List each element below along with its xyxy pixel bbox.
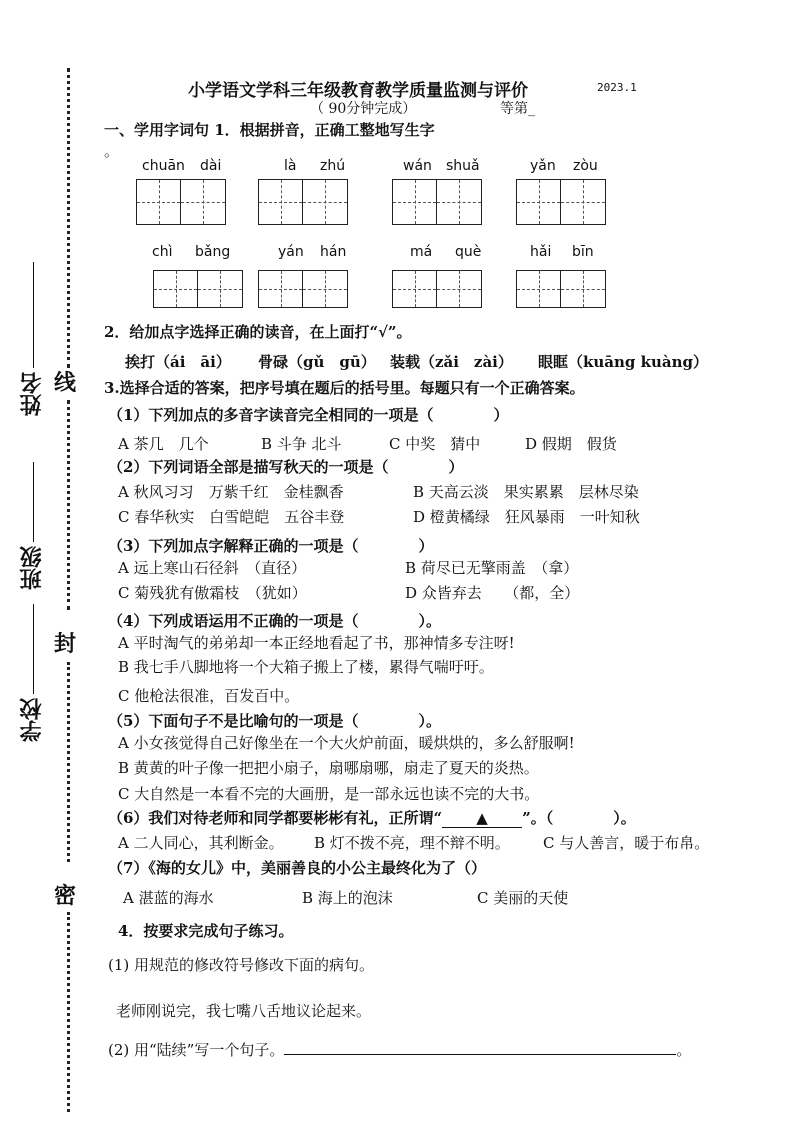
pinyin: què bbox=[455, 244, 482, 260]
q3-5-option: C 大自然是一本看不完的大画册，是一部永远也读不完的大书。 bbox=[118, 785, 540, 803]
pinyin: bǎng bbox=[195, 244, 231, 260]
q3-6-stem-pre: （6）我们对待老师和同学都要彬彬有礼，正所谓“ bbox=[108, 809, 443, 827]
blank-triangle-icon: ▲ bbox=[476, 809, 488, 827]
writing-grid[interactable] bbox=[516, 270, 606, 308]
writing-grid[interactable] bbox=[516, 179, 606, 225]
writing-grid[interactable] bbox=[258, 179, 348, 225]
writing-grid[interactable] bbox=[136, 179, 226, 225]
q3-7-option: C 美丽的天使 bbox=[477, 889, 569, 907]
binding-dotted-line bbox=[67, 662, 70, 862]
pinyin: zhú bbox=[320, 158, 346, 174]
q3-5-stem: （5）下面句子不是比喻句的一项是（ ）。 bbox=[108, 712, 441, 730]
q3-4-option: C 他枪法很准，百发百中。 bbox=[118, 687, 300, 705]
q3-6-option: A 二人同心，其利断金。 bbox=[118, 834, 284, 852]
binding-char-mi: 密 bbox=[54, 883, 77, 909]
writing-grid[interactable] bbox=[153, 270, 243, 308]
q3-1-stem: （1）下列加点的多音字读音完全相同的一项是（ ） bbox=[108, 406, 509, 424]
pinyin: hǎi bbox=[530, 244, 552, 260]
binding-dotted-line bbox=[67, 400, 70, 610]
q3-1-option: D 假期 假货 bbox=[525, 435, 617, 453]
binding-char-xian: 线 bbox=[54, 370, 77, 396]
q3-1-option: C 中奖 猜中 bbox=[389, 435, 481, 453]
q3-1-option: B 斗争 北斗 bbox=[261, 435, 342, 453]
q4-part2-end: 。 bbox=[676, 1041, 692, 1059]
q3-3-stem: （3）下列加点字解释正确的一项是（ ） bbox=[108, 537, 434, 555]
q3-3-option: A 远上寒山石径斜 （直径） bbox=[118, 559, 307, 577]
school-label: 学校 bbox=[19, 698, 45, 742]
name-field-line[interactable] bbox=[33, 262, 34, 368]
q4-part2-prompt: (2) 用“陆续”写一个句子。 bbox=[108, 1041, 285, 1059]
writing-grid[interactable] bbox=[392, 270, 482, 308]
q3-2-option: A 秋风习习 万紫千红 金桂飘香 bbox=[118, 483, 344, 501]
q3-2-option: D 橙黄橘绿 狂风暴雨 一叶知秋 bbox=[413, 508, 640, 526]
section1-trailing: 。 bbox=[104, 142, 120, 160]
pinyin: chuān bbox=[142, 158, 185, 174]
q3-6-stem-post: ”。（ ）。 bbox=[522, 809, 636, 827]
q3-7-option: A 湛蓝的海水 bbox=[123, 889, 214, 907]
q3-3-option: D 众皆弃去 （都，全） bbox=[405, 584, 580, 602]
binding-dotted-line bbox=[67, 68, 70, 368]
q3-5-option: B 黄黄的叶子像一把把小扇子，扇哪扇哪，扇走了夏天的炎热。 bbox=[118, 759, 539, 777]
pinyin: shuǎ bbox=[446, 158, 480, 174]
q3-3-option: B 荷尽已无擎雨盖 （拿） bbox=[405, 559, 579, 577]
q3-6-stem bbox=[108, 807, 636, 828]
q3-heading: 3.选择合适的答案，把序号填在题后的括号里。每题只有一个正确答案。 bbox=[104, 379, 585, 397]
q4-part2 bbox=[108, 1039, 691, 1060]
class-field-line[interactable] bbox=[33, 462, 34, 542]
pinyin: má bbox=[410, 244, 433, 260]
writing-grid[interactable] bbox=[258, 270, 348, 308]
pinyin: bīn bbox=[572, 244, 594, 260]
school-field-line[interactable] bbox=[33, 604, 34, 694]
pinyin: zòu bbox=[573, 158, 598, 174]
q2-option: 眼眶（kuāng kuàng） bbox=[538, 353, 709, 371]
page-title: 小学语文学科三年级教育教学质量监测与评价 bbox=[188, 81, 528, 101]
pinyin: là bbox=[284, 158, 297, 174]
q2-option: 挨打（ái āi） bbox=[125, 353, 231, 371]
q3-2-stem: （2）下列词语全部是描写秋天的一项是（ ） bbox=[108, 458, 464, 476]
q4-answer-line[interactable] bbox=[284, 1040, 676, 1055]
class-label: 班级 bbox=[19, 546, 45, 590]
q3-6-option: C 与人善言，暖于布帛。 bbox=[543, 834, 710, 852]
q3-2-option: C 春华秋实 白雪皑皑 五谷丰登 bbox=[118, 508, 345, 526]
binding-char-feng: 封 bbox=[54, 631, 77, 657]
q2-heading: 2．给加点字选择正确的读音，在上面打“√”。 bbox=[104, 323, 412, 341]
grade-label: 等第_ bbox=[500, 101, 535, 117]
q3-4-stem: （4）下列成语运用不正确的一项是（ ）。 bbox=[108, 612, 441, 630]
q3-7-option: B 海上的泡沫 bbox=[302, 889, 393, 907]
q3-5-option: A 小女孩觉得自己好像坐在一个大火炉前面，暖烘烘的，多么舒服啊! bbox=[118, 734, 575, 752]
q4-sentence: 老师刚说完，我七嘴八舌地议论起来。 bbox=[116, 1002, 372, 1020]
q2-option: 骨碌（gǔ gū） bbox=[258, 353, 376, 371]
pinyin: wán bbox=[403, 158, 432, 174]
name-label: 姓名 bbox=[19, 372, 45, 416]
q3-1-option: A 茶几 几个 bbox=[118, 435, 209, 453]
pinyin: yǎn bbox=[530, 158, 556, 174]
q3-7-stem: （7）《海的女儿》中，美丽善良的小公主最终化为了（） bbox=[108, 859, 486, 877]
binding-dotted-line bbox=[67, 912, 70, 1112]
q4-part1: (1) 用规范的修改符号修改下面的病句。 bbox=[108, 956, 375, 974]
pinyin: dài bbox=[200, 158, 222, 174]
writing-grid[interactable] bbox=[392, 179, 482, 225]
q2-option: 装载（zǎi zài） bbox=[390, 353, 513, 371]
pinyin: chì bbox=[152, 244, 173, 260]
q3-4-option: A 平时淘气的弟弟却一本正经地看起了书，那神情多专注呀! bbox=[118, 634, 515, 652]
q4-heading: 4．按要求完成句子练习。 bbox=[118, 922, 294, 940]
pinyin: yán bbox=[278, 244, 304, 260]
q3-4-option: B 我七手八脚地将一个大箱子搬上了楼，累得气喘吁吁。 bbox=[118, 658, 494, 676]
q3-6-option: B 灯不拨不亮，理不辩不明。 bbox=[314, 834, 510, 852]
pinyin: hán bbox=[320, 244, 347, 260]
q3-3-option: C 菊残犹有傲霜枝 （犹如） bbox=[118, 584, 307, 602]
q3-6-blank[interactable] bbox=[442, 809, 522, 828]
q3-2-option: B 天高云淡 果实累累 层林尽染 bbox=[413, 483, 639, 501]
section1-heading: 一、学用字词句 1．根据拼音，正确工整地写生字 bbox=[104, 121, 435, 139]
exam-date: 2023.1 bbox=[597, 81, 637, 94]
time-note: （ 90分钟完成） bbox=[310, 101, 417, 117]
